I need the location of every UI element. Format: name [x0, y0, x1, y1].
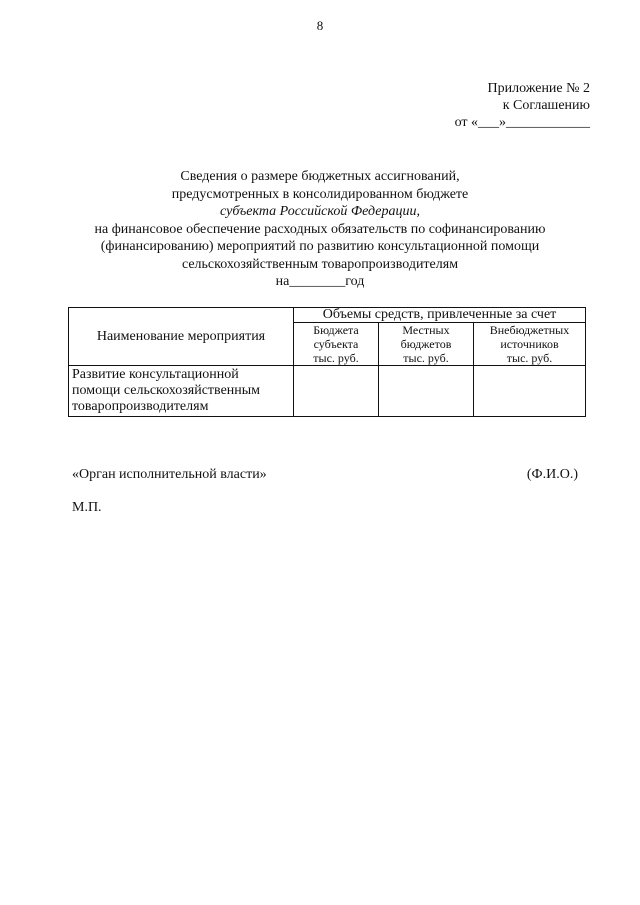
- header-regional-budget: [294, 323, 379, 366]
- header-extrabudgetary-line-2: источников: [500, 337, 559, 351]
- page-number: 8: [316, 18, 324, 33]
- local-budgets-value-cell[interactable]: [379, 366, 474, 417]
- appendix-block: [455, 80, 590, 131]
- activity-name-line-3: товаропроизводителям: [72, 399, 209, 414]
- full-name-label: (Ф.И.О.): [526, 467, 578, 482]
- title-line-7: на________год: [275, 274, 365, 289]
- title-line-1: Сведения о размере бюджетных ассигнований,: [180, 169, 460, 184]
- funding-table: [68, 307, 586, 417]
- header-extrabudgetary-line-1: Внебюджетных: [489, 323, 570, 337]
- title-line-4: на финансовое обеспечение расходных обязательств по софинансированию: [94, 221, 546, 237]
- title-line-5: (финансированию) мероприятий по развитию консультационной помощи: [100, 239, 540, 254]
- header-local-budgets: [379, 323, 474, 366]
- header-extrabudgetary-line-3: тыс. руб.: [506, 351, 553, 365]
- regional-budget-value-cell[interactable]: [294, 366, 379, 417]
- title-line-6: сельскохозяйственным товаропроизводителям: [181, 256, 459, 272]
- executive-authority-label: «Орган исполнительной власти»: [72, 467, 267, 482]
- table-row: [69, 366, 586, 417]
- header-regional-budget-line-3: тыс. руб.: [313, 351, 359, 365]
- table-header-row: [69, 308, 586, 323]
- extrabudgetary-value-cell[interactable]: [474, 366, 586, 417]
- header-local-budgets-line-3: тыс. руб.: [403, 351, 449, 365]
- activity-name-line-2: помощи сельскохозяйственным: [72, 383, 261, 398]
- title-line-3: субъекта Российской Федерации,: [220, 204, 420, 219]
- header-regional-budget-line-2: субъекта: [313, 337, 359, 351]
- appendix-line-2: к Соглашению: [502, 98, 590, 113]
- document-title: [60, 168, 580, 291]
- title-line-2: предусмотренных в консолидированном бюджете: [171, 186, 469, 202]
- header-local-budgets-line-1: Местных: [402, 323, 450, 337]
- activity-name-line-1: Развитие консультационной: [72, 367, 239, 382]
- appendix-line-1: Приложение № 2: [487, 81, 590, 96]
- header-funding-group: Объемы средств, привлеченные за счет: [294, 308, 586, 323]
- activity-name-cell: [69, 366, 294, 417]
- header-regional-budget-line-1: Бюджета: [313, 323, 359, 337]
- header-activity-name: Наименование мероприятия: [69, 308, 294, 366]
- appendix-line-3: от «___»____________: [454, 115, 590, 130]
- header-extrabudgetary: [474, 323, 586, 366]
- stamp-place-label: М.П.: [72, 500, 102, 515]
- header-local-budgets-line-2: бюджетов: [400, 337, 452, 351]
